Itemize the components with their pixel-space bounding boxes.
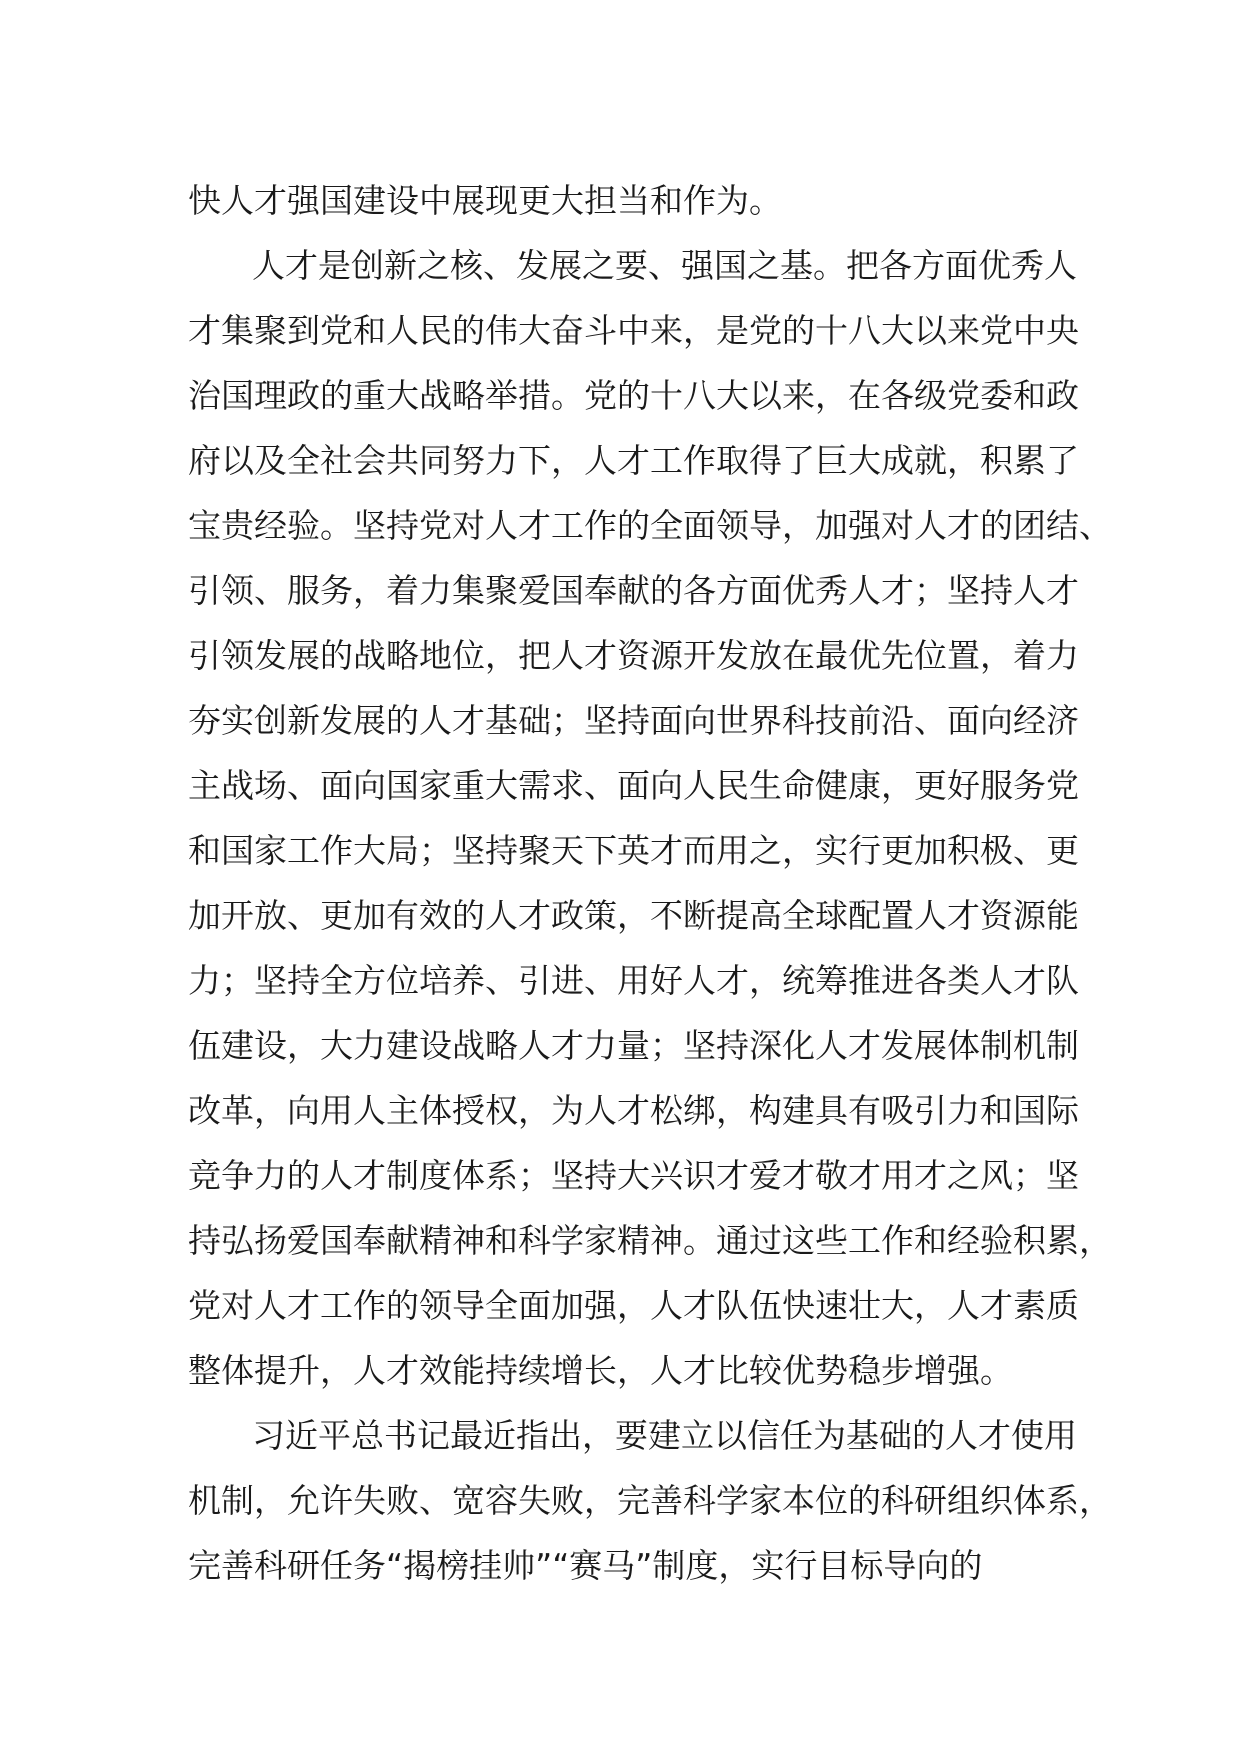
paragraph-line: 宝贵经验。坚持党对人才工作的全面领导，加强对人才的团结、 [188, 506, 1112, 545]
paragraph-line: 和国家工作大局；坚持聚天下英才而用之，实行更加积极、更 [188, 831, 1079, 870]
paragraph-3 [188, 1403, 1112, 1598]
paragraph-line: 引领发展的战略地位，把人才资源开发放在最优先位置，着力 [188, 636, 1079, 675]
paragraph-line: 改革，向用人主体授权，为人才松绑，构建具有吸引力和国际 [188, 1091, 1079, 1130]
paragraph-line: 竞争力的人才制度体系；坚持大兴识才爱才敬才用才之风；坚 [188, 1156, 1079, 1195]
paragraph-line: 力；坚持全方位培养、引进、用好人才，统筹推进各类人才队 [188, 961, 1079, 1000]
body-text [188, 168, 1112, 1598]
paragraph-line: 治国理政的重大战略举措。党的十八大以来，在各级党委和政 [188, 376, 1079, 415]
paragraph-2 [188, 233, 1112, 1403]
paragraph-line: 党对人才工作的领导全面加强，人才队伍快速壮大，人才素质 [188, 1286, 1079, 1325]
paragraph-line: 主战场、面向国家重大需求、面向人民生命健康，更好服务党 [188, 766, 1079, 805]
paragraph-line: 习近平总书记最近指出，要建立以信任为基础的人才使用 [252, 1416, 1077, 1455]
paragraph-line: 持弘扬爱国奉献精神和科学家精神。通过这些工作和经验积累， [188, 1221, 1112, 1260]
paragraph-line: 机制，允许失败、宽容失败，完善科学家本位的科研组织体系， [188, 1481, 1112, 1520]
paragraph-line: 人才是创新之核、发展之要、强国之基。把各方面优秀人 [252, 246, 1077, 285]
paragraph-line: 伍建设，大力建设战略人才力量；坚持深化人才发展体制机制 [188, 1026, 1079, 1065]
paragraph-line: 快人才强国建设中展现更大担当和作为。 [188, 181, 782, 220]
paragraph-line: 引领、服务，着力集聚爱国奉献的各方面优秀人才；坚持人才 [188, 571, 1079, 610]
paragraph-line: 加开放、更加有效的人才政策，不断提高全球配置人才资源能 [188, 896, 1079, 935]
paragraph-line: 完善科研任务“揭榜挂帅”“赛马”制度，实行目标导向的 [188, 1546, 983, 1585]
paragraph-line: 夯实创新发展的人才基础；坚持面向世界科技前沿、面向经济 [188, 701, 1079, 740]
paragraph-line: 府以及全社会共同努力下，人才工作取得了巨大成就，积累了 [188, 441, 1079, 480]
paragraph-line: 才集聚到党和人民的伟大奋斗中来，是党的十八大以来党中央 [188, 311, 1079, 350]
paragraph-1 [188, 168, 1088, 233]
paragraph-line: 整体提升，人才效能持续增长，人才比较优势稳步增强。 [188, 1351, 1013, 1390]
